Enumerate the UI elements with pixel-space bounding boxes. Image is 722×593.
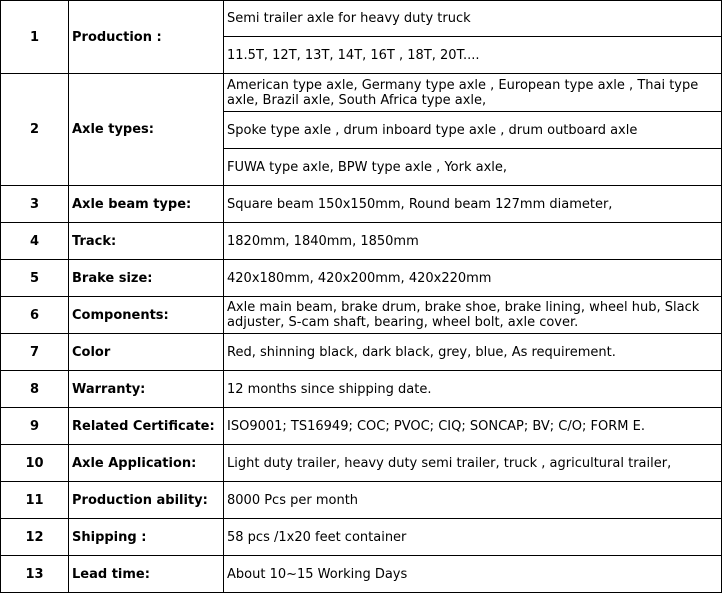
row-label: Axle Application: <box>69 445 224 482</box>
row-label: Color <box>69 334 224 371</box>
row-number: 13 <box>1 556 69 593</box>
table-row <box>1 297 722 334</box>
row-label: Production : <box>69 1 224 74</box>
table-row <box>1 1 722 37</box>
row-value: Light duty trailer, heavy duty semi trailer, truck , agricultural trailer, <box>224 445 722 482</box>
row-value: Square beam 150x150mm, Round beam 127mm diameter, <box>224 186 722 223</box>
row-number: 10 <box>1 445 69 482</box>
table-row <box>1 186 722 223</box>
row-label: Lead time: <box>69 556 224 593</box>
row-number: 9 <box>1 408 69 445</box>
row-label: Track: <box>69 223 224 260</box>
row-value: 420x180mm, 420x200mm, 420x220mm <box>224 260 722 297</box>
row-number: 1 <box>1 1 69 74</box>
row-number: 6 <box>1 297 69 334</box>
row-label: Related Certificate: <box>69 408 224 445</box>
row-label: Warranty: <box>69 371 224 408</box>
row-value: 8000 Pcs per month <box>224 482 722 519</box>
row-value: 11.5T, 12T, 13T, 14T, 16T , 18T, 20T.... <box>224 37 722 74</box>
row-value: 12 months since shipping date. <box>224 371 722 408</box>
row-label: Shipping : <box>69 519 224 556</box>
row-value: Spoke type axle , drum inboard type axle , drum outboard axle <box>224 112 722 149</box>
table-row <box>1 408 722 445</box>
row-label: Axle beam type: <box>69 186 224 223</box>
row-label: Components: <box>69 297 224 334</box>
row-value: 1820mm, 1840mm, 1850mm <box>224 223 722 260</box>
row-label: Production ability: <box>69 482 224 519</box>
row-value: About 10~15 Working Days <box>224 556 722 593</box>
table-row <box>1 445 722 482</box>
table-row <box>1 556 722 593</box>
row-value: Semi trailer axle for heavy duty truck <box>224 1 722 37</box>
row-number: 12 <box>1 519 69 556</box>
table-row <box>1 519 722 556</box>
table-row <box>1 74 722 112</box>
table-row <box>1 371 722 408</box>
row-value: Axle main beam, brake drum, brake shoe, brake lining, wheel hub, Slack adjuster, S-cam shaft, bearing, wheel bolt, axle cover. <box>224 297 722 334</box>
row-number: 4 <box>1 223 69 260</box>
row-value: American type axle, Germany type axle , European type axle , Thai type axle, Brazil axle, South Africa type axle, <box>224 74 722 112</box>
table-row <box>1 334 722 371</box>
table-row <box>1 260 722 297</box>
row-number: 11 <box>1 482 69 519</box>
table-row <box>1 482 722 519</box>
row-value: Red, shinning black, dark black, grey, blue, As requirement. <box>224 334 722 371</box>
row-value: ISO9001; TS16949; COC; PVOC; CIQ; SONCAP; BV; C/O; FORM E. <box>224 408 722 445</box>
row-number: 2 <box>1 74 69 186</box>
row-number: 3 <box>1 186 69 223</box>
row-value: 58 pcs /1x20 feet container <box>224 519 722 556</box>
row-value: FUWA type axle, BPW type axle , York axle, <box>224 149 722 186</box>
row-number: 7 <box>1 334 69 371</box>
row-label: Axle types: <box>69 74 224 186</box>
row-number: 5 <box>1 260 69 297</box>
table-row <box>1 223 722 260</box>
row-label: Brake size: <box>69 260 224 297</box>
row-number: 8 <box>1 371 69 408</box>
